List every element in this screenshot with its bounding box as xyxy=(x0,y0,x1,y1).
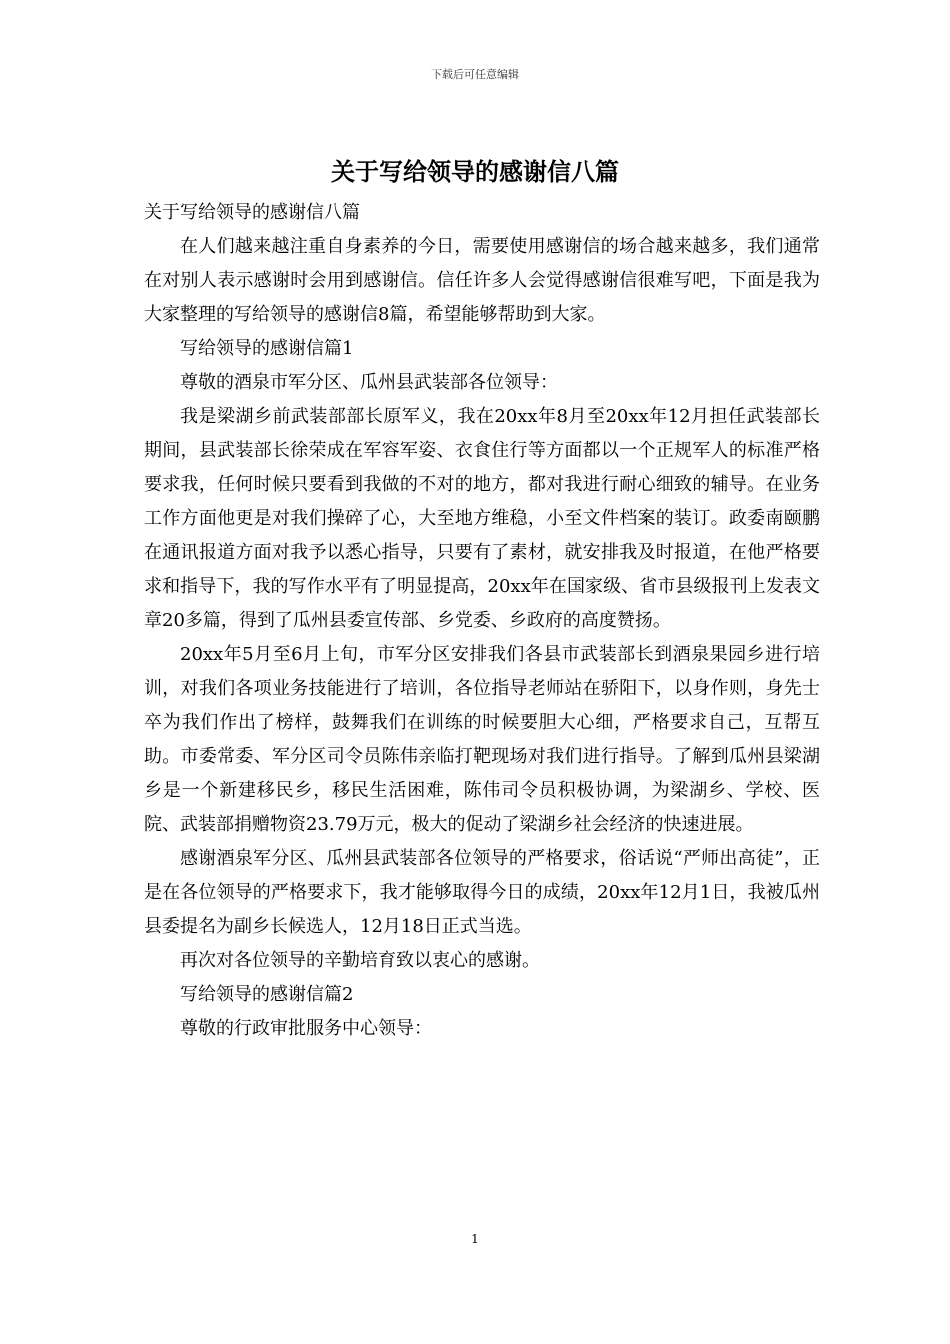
salutation-1: 尊敬的酒泉市军分区、瓜州县武装部各位领导： xyxy=(180,372,558,393)
body-paragraph: 感谢酒泉军分区、瓜州县武装部各位领导的严格要求，俗话说“严师出高徒”，正是在各位领导的严格要求下，我才能够取得今日的成绩，20xx年12月1日，我被瓜州县委提名为副乡长候选人，12月18日正式当选。 xyxy=(144,848,820,937)
document-title: 关于写给领导的感谢信八篇 xyxy=(331,157,619,186)
closing-paragraph: 再次对各位领导的辛勤培育致以衷心的感谢。 xyxy=(180,950,540,971)
document-body xyxy=(144,196,820,1046)
body-paragraph: 20xx年5月至6月上旬，市军分区安排我们各县市武装部长到酒泉果园乡进行培训，对我们各项业务技能进行了培训，各位指导老师站在骄阳下，以身作则，身先士卒为我们作出了榜样，鼓舞我们在训练的时候要胆大心细，严格要求自己，互帮互助。市委常委、军分区司令员陈伟亲临打靶现场对我们进行指导。了解到瓜州县梁湖乡是一个新建移民乡，移民生活困难，陈伟司令员积极协调，为梁湖乡、学校、医院、武装部捐赠物资23.79万元，极大的促动了梁湖乡社会经济的快速进展。 xyxy=(144,644,820,835)
section-heading-2: 写给领导的感谢信篇2 xyxy=(180,984,354,1005)
page-number: 1 xyxy=(471,1232,479,1246)
section-heading-1: 写给领导的感谢信篇1 xyxy=(180,338,354,359)
page-header-note: 下载后可任意编辑 xyxy=(431,68,519,81)
body-paragraph: 我是梁湖乡前武装部部长原军义，我在20xx年8月至20xx年12月担任武装部长期间，县武装部长徐荣成在军容军姿、衣食住行等方面都以一个正规军人的标准严格要求我，任何时候只要看到我做的不对的地方，都对我进行耐心细致的辅导。在业务工作方面他更是对我们操碎了心，大至地方维稳，小至文件档案的装订。政委南颐鹏在通讯报道方面对我予以悉心指导，只要有了素材，就安排我及时报道，在他严格要求和指导下，我的写作水平有了明显提高，20xx年在国家级、省市县级报刊上发表文章20多篇，得到了瓜州县委宣传部、乡党委、乡政府的高度赞扬。 xyxy=(144,406,820,631)
intro-paragraph: 在人们越来越注重自身素养的今日，需要使用感谢信的场合越来越多，我们通常在对别人表示感谢时会用到感谢信。信任许多人会觉得感谢信很难写吧，下面是我为大家整理的写给领导的感谢信8篇，希望能够帮助到大家。 xyxy=(144,236,820,325)
salutation-2: 尊敬的行政审批服务中心领导： xyxy=(180,1018,432,1039)
subtitle-paragraph: 关于写给领导的感谢信八篇 xyxy=(144,202,360,223)
